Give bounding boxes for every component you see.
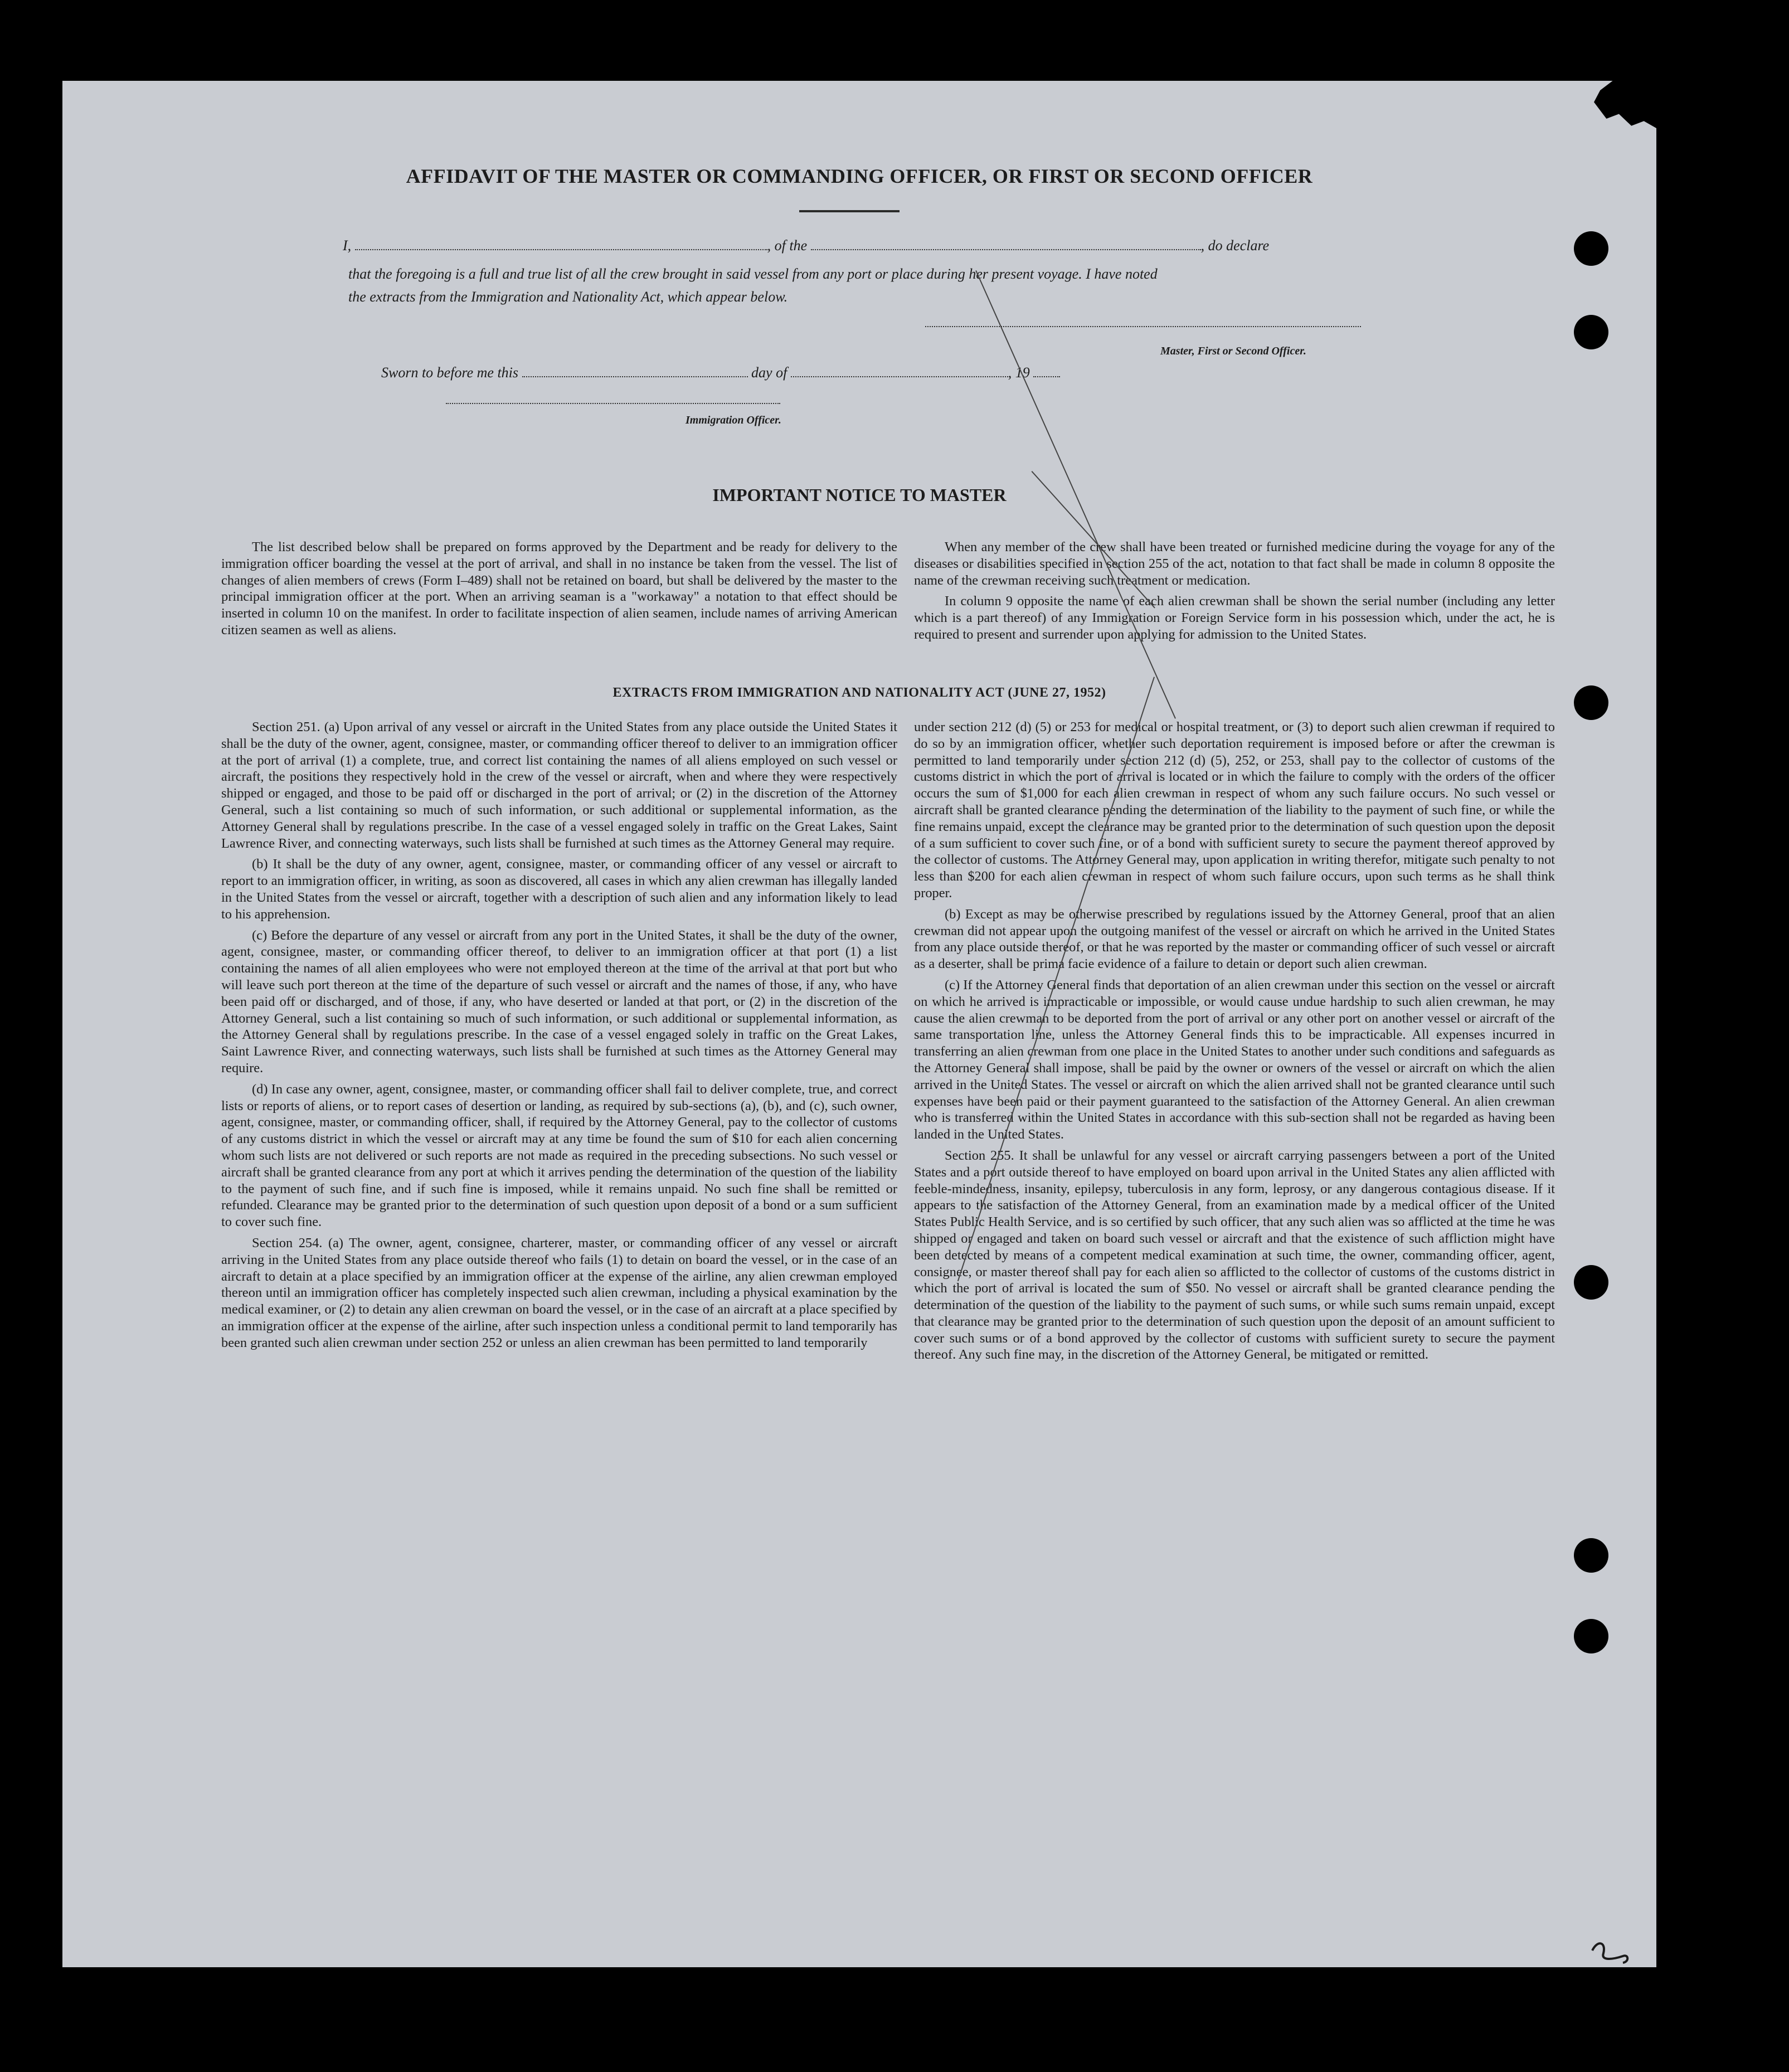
punch-hole-icon bbox=[1574, 315, 1608, 349]
declaration-line-3: the extracts from the Immigration and Nationality Act, which appear below. bbox=[348, 289, 788, 305]
extracts-right-column bbox=[914, 719, 1555, 1368]
notice-left-column bbox=[221, 539, 897, 643]
notice-right-column bbox=[914, 539, 1555, 648]
section-251-a: Section 251. (a) Upon arrival of any vessel or aircraft in the United States from any place outside the United States it shall be the duty of the owner, agent, consignee, master, or commanding officer thereof to deliver to an immigration officer at the port of arrival (1) a complete, true, and correct list containing the names of all aliens employed on such vessel or aircraft, the positions they respectively hold in the crew of the vessel or aircraft, when and where they were respectively shipped or engaged, and those to be paid off or discharged in the port of arrival; or (2) in the discretion of the Attorney General, such a list containing so much of such information, or such additional or supplemental information, as the Attorney General shall by regulations prescribe. In the case of a vessel engaged solely in traffic on the Great Lakes, Saint Lawrence River, and connecting waterways, such lists shall be furnished at such times as the Attorney General may require. bbox=[221, 719, 897, 851]
affidavit-title: AFFIDAVIT OF THE MASTER OR COMMANDING OFFICER, OR FIRST OR SECOND OFFICER bbox=[406, 165, 1313, 187]
vessel-field[interactable] bbox=[811, 237, 1201, 250]
sworn-line bbox=[381, 364, 1060, 381]
sworn-prefix: Sworn to before me this bbox=[381, 364, 519, 381]
punch-hole-icon bbox=[1574, 1619, 1608, 1653]
sworn-day-field[interactable] bbox=[522, 364, 748, 377]
punch-hole-icon bbox=[1574, 1538, 1608, 1573]
section-254-a: Section 254. (a) The owner, agent, consignee, charterer, master, or commanding officer of any vessel or aircraft arriving in the United States from any place outside thereof who fails (1) to detain on board the vessel, or in the case of an aircraft to detain at a place specified by an immigration officer at the expense of the airline, any alien crewman employed thereon until an immigration officer has completely inspected such alien crewman, including a physical examination by the medical examiner, or (2) to detain any alien crewman on board the vessel, or in the case of an aircraft at a place specified by an immigration officer at the expense of the airline, after such inspection unless a conditional permit to land temporarily has been granted such alien crewman under section 252 or unless an alien crewman has been permitted to land temporarily bbox=[221, 1235, 897, 1350]
torn-corner bbox=[1594, 81, 1656, 128]
declaration-line-2: that the foregoing is a full and true list of all the crew brought in said vessel from any port or place during her present voyage. I have noted bbox=[348, 266, 1158, 282]
title-rule bbox=[799, 210, 900, 212]
immigration-caption: Immigration Officer. bbox=[686, 414, 781, 426]
section-254-c: (c) If the Attorney General finds that deportation of an alien crewman under this section on the vessel or aircraft on which he arrived is impracticable or impossible, or would cause undue hardship to such alien crewman, he may cause the alien crewman to be deported from the port of arrival or any other port on another vessel or aircraft of the same transportation line, unless the Attorney General finds this to be impracticable. All expenses incurred in transferring an alien crewman from one place in the United States to another under such conditions and safeguards as the Attorney General shall impose, shall be paid by the owner or owners of the vessel or aircraft on which the alien arrived in the United States. The vessel or aircraft on which the alien arrived shall not be granted clearance until such expenses have been paid or their payment guaranteed to the satisfaction of the Attorney General. An alien crewman who is transferred within the United States in accordance with this sub-section shall not be regarded as having been landed in the United States. bbox=[914, 977, 1555, 1142]
name-field[interactable] bbox=[355, 237, 767, 250]
notice-title: IMPORTANT NOTICE TO MASTER bbox=[712, 485, 1007, 505]
declaration-line-1 bbox=[343, 237, 1269, 254]
notice-right-paragraph-1: When any member of the crew shall have been treated or furnished medicine during the voyage for any of the diseases or disabilities specified in section 255 of the act, notation to that fact shall be made in column 8 opposite the name of the crewman receiving such treatment or medication. bbox=[914, 539, 1555, 588]
notice-right-paragraph-2: In column 9 opposite the name of each alien crewman shall be shown the serial number (including any letter which is a part thereof) of any Immigration or Foreign Service form in his possession which, under the act, he is required to present and surrender upon applying for admission to the United States. bbox=[914, 594, 1555, 642]
master-signature-line[interactable] bbox=[925, 326, 1361, 327]
handwritten-mark-icon bbox=[1589, 1934, 1634, 1967]
sworn-month-field[interactable] bbox=[791, 364, 1008, 377]
section-251-d: (d) In case any owner, agent, consignee, master, or commanding officer shall fail to deliver complete, true, and correct lists or reports of aliens, or to report cases of desertion or landing, as required by sub-sections (a), (b), and (c), such owner, agent, consignee, master, or commanding officer, shall, if required by the Attorney General, pay to the collector of customs of any customs district in which the vessel or aircraft may at any time be found the sum of $10 for each alien concerning whom such lists are not delivered or such reports are not made as required in the preceding subsections. No such vessel or aircraft shall be granted clearance from any port at which it arrives pending the determination of the question of the liability to the payment of such fine, and if such fine is imposed, while it remains unpaid. No such fine shall be remitted or refunded. Clearance may be granted prior to the determination of such question upon deposit of a bond or a sum sufficient to cover such fine. bbox=[221, 1081, 897, 1230]
notice-left-paragraph: The list described below shall be prepared on forms approved by the Department and be ready for delivery to the immigration officer boarding the vessel at the port of arrival, and shall in no instance be taken from the vessel. The list of changes of alien members of crews (Form I–489) shall not be retained on board, but shall be delivered by the master to the principal immigration officer at the port. When an arriving seaman is a "workaway" a notation to that effect should be inserted in column 10 on the manifest. In order to facilitate inspection of alien seamen, include names of arriving American citizen seamen as well as aliens. bbox=[221, 539, 897, 638]
punch-hole-icon bbox=[1574, 1265, 1608, 1300]
document-page bbox=[62, 81, 1656, 1967]
section-254-a-continued: under section 212 (d) (5) or 253 for medical or hospital treatment, or (3) to deport such alien crewman if required to do so by an immigration officer, whether such deportation requirement is imposed before or after the crewman is permitted to land temporarily under section 212 (d) (5), 252, or 253, shall pay to the collector of customs of the customs district in which the port of arrival is located or in which the failure to comply with the orders of the officer occurs the sum of $1,000 for each alien crewman in respect of whom any such failure occurs. No such vessel or aircraft shall be granted clearance pending the determination of the liability to the payment of such fine, or while the fine remains unpaid, except the clearance may be granted prior to the determination of such question upon the deposit of a sum sufficient to cover such fine, or of a bond with sufficient surety to secure the payment thereof approved by the collector of customs. The Attorney General may, upon application in writing therefor, mitigate such penalty to not less than $200 for each alien crewman in respect of whom such failure occurs, upon such terms as he shall think proper. bbox=[914, 719, 1555, 901]
punch-hole-icon bbox=[1574, 231, 1608, 266]
extracts-title: EXTRACTS FROM IMMIGRATION AND NATIONALITY ACT (JUNE 27, 1952) bbox=[612, 685, 1106, 700]
sworn-day-label: day of bbox=[751, 364, 787, 381]
master-caption: Master, First or Second Officer. bbox=[1160, 345, 1306, 357]
sworn-year-field[interactable] bbox=[1033, 364, 1060, 377]
extracts-left-column bbox=[221, 719, 897, 1355]
section-251-b: (b) It shall be the duty of any owner, agent, consignee, master, or commanding officer of any vessel or aircraft to report to an immigration officer, in writing, as soon as discovered, all cases in which any alien crewman has illegally landed in the United States from the vessel or aircraft, together with a description of such alien and any information likely to lead to his apprehension. bbox=[221, 857, 897, 922]
section-251-c: (c) Before the departure of any vessel or aircraft from any port in the United States, it shall be the duty of the owner, agent, consignee, master, or commanding officer thereof, to deliver to an immigration officer at that port (1) a list containing the names of all alien employees who were not employed thereon at the time of the arrival at that port but who will leave such port thereon at the time of the departure of such vessel or aircraft and the names of those, if any, who have been paid off or discharged, and of those, if any, who have deserted or landed at that port, or (2) in the discretion of the Attorney General, such a list containing so much of such information, or such additional or supplemental information, as the Attorney General shall by regulations prescribe. In the case of a vessel engaged solely in traffic on the Great Lakes, Saint Lawrence River, and connecting waterways, such lists shall be furnished at such times as the Attorney General may require. bbox=[221, 927, 897, 1076]
sworn-year-label: , 19 bbox=[1008, 364, 1030, 381]
declare-of-the: , of the bbox=[767, 237, 808, 254]
section-255: Section 255. It shall be unlawful for any vessel or aircraft carrying passengers between a port of the United States and a port outside thereof to have employed on board upon arrival in the United States any alien afflicted with feeble-mindedness, insanity, epilepsy, tuberculosis in any form, leprosy, or any dangerous contagious disease. If it appears to the satisfaction of the Attorney General, from an examination made by a medical officer of the United States Public Health Service, and is so certified by such officer, that any such alien was so afflicted at the time he was shipped or engaged and taken on board such vessel or aircraft and that the existence of such affliction might have been detected by means of a competent medical examination at such time, the owner, commanding officer, agent, consignee, or master thereof shall pay for each alien so afflicted to the collector of customs of the customs district in which the port of arrival is located the sum of $50. No vessel or aircraft shall be granted clearance pending the determination of the question of the liability to the payment of such sums, or while such sums remain unpaid, except that clearance may be granted prior to the determination of such question upon the deposit of an amount sufficient to cover such sums or of a bond approved by the collector of customs with sufficient surety to secure the payment thereof. Any such fine may, in the discretion of the Attorney General, be mitigated or remitted. bbox=[914, 1147, 1555, 1363]
declare-i: I, bbox=[343, 237, 352, 254]
declare-end: , do declare bbox=[1200, 237, 1270, 254]
immigration-signature-line[interactable] bbox=[446, 403, 780, 404]
section-254-b: (b) Except as may be otherwise prescribed by regulations issued by the Attorney General, proof that an alien crewman did not appear upon the outgoing manifest of the vessel or aircraft on which he arrived in the United States from any place outside thereof, or that he was reported by the master or commanding officer of such vessel or aircraft as a deserter, shall be prima facie evidence of a failure to detain or deport such alien crewman. bbox=[914, 906, 1555, 972]
